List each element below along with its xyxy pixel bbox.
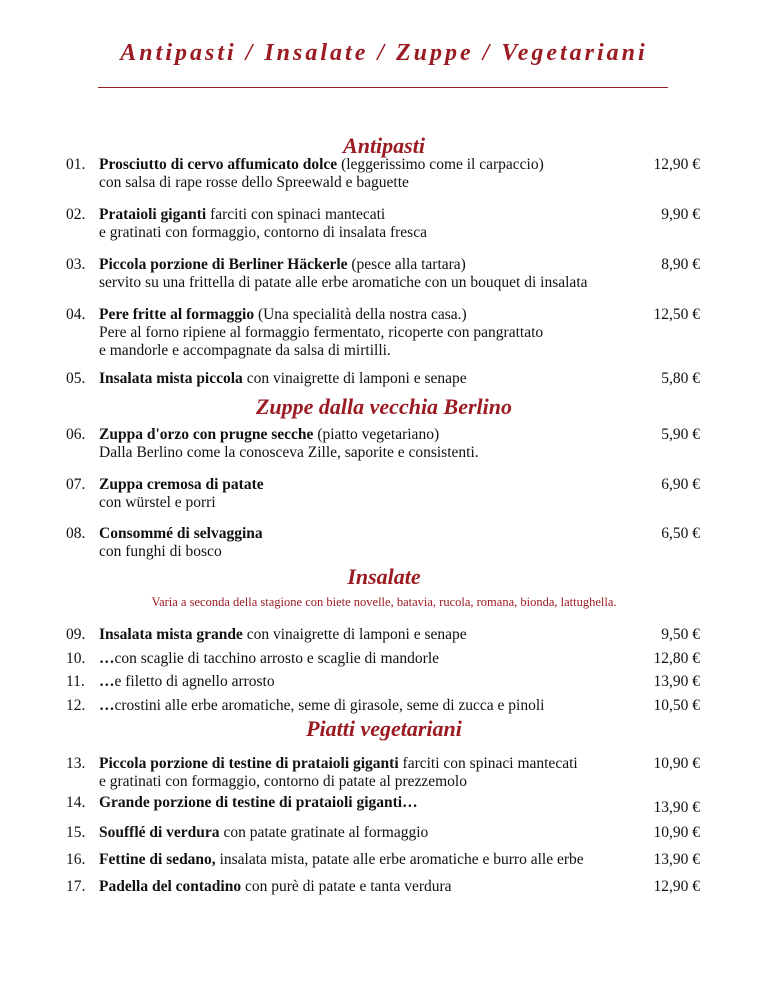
item-number: 05.: [66, 370, 86, 387]
item-number: 11.: [66, 673, 85, 690]
item-name: Zuppa d'orzo con prugne secche: [99, 426, 314, 443]
item-subline: e gratinati con formaggio, contorno di patate al prezzemolo: [99, 773, 467, 790]
item-description: [99, 156, 624, 192]
item-description: [99, 673, 624, 691]
item-price: 12,50 €: [653, 306, 700, 323]
item-name: Insalata mista piccola: [99, 370, 243, 387]
item-number: 16.: [66, 851, 86, 868]
item-subline: Pere al forno ripiene al formaggio fermentato, ricoperte con pangrattato: [99, 324, 544, 341]
item-number: 08.: [66, 525, 86, 542]
item-name: Consommé di selvaggina: [99, 525, 263, 542]
item-detail: farciti con spinaci mantecati: [398, 755, 578, 772]
item-description: [99, 525, 624, 561]
item-detail: (leggerissimo come il carpaccio): [337, 156, 544, 173]
item-name: Padella del contadino: [99, 878, 242, 895]
item-price: 10,90 €: [653, 824, 700, 841]
item-price: 8,90 €: [661, 256, 700, 273]
item-detail: e filetto di agnello arrosto: [114, 673, 275, 690]
item-name: Grande porzione di testine di prataioli giganti…: [99, 794, 418, 811]
item-detail: insalata mista, patate alle erbe aromatiche e burro alle erbe: [215, 851, 584, 868]
item-detail: (piatto vegetariano): [313, 426, 440, 443]
item-price: 10,50 €: [653, 697, 700, 714]
item-description: [99, 256, 624, 292]
item-description: [99, 824, 624, 842]
section-title-vegetariani: Piatti vegetariani: [306, 716, 462, 741]
section-title-zuppe: Zuppe dalla vecchia Berlino: [255, 394, 513, 419]
item-name: …: [99, 673, 115, 690]
item-subline: e mandorle e accompagnate da salsa di mirtilli.: [99, 342, 391, 359]
item-price: 5,80 €: [661, 370, 700, 387]
item-number: 09.: [66, 626, 86, 643]
item-description: [99, 851, 624, 869]
item-description: [99, 697, 624, 715]
item-price: 5,90 €: [661, 426, 700, 443]
item-detail: con vinaigrette di lamponi e senape: [242, 370, 467, 387]
item-detail: con vinaigrette di lamponi e senape: [242, 626, 467, 643]
item-price: 13,90 €: [653, 851, 700, 868]
item-subline: con funghi di bosco: [99, 543, 222, 560]
item-name: …: [99, 650, 115, 667]
item-description: [99, 878, 624, 896]
item-subline: con würstel e porri: [99, 494, 216, 511]
item-number: 17.: [66, 878, 86, 895]
item-price: 12,80 €: [653, 650, 700, 667]
item-name: Pere fritte al formaggio: [99, 306, 255, 323]
item-price: 9,50 €: [661, 626, 700, 643]
item-description: [99, 476, 624, 512]
item-description: [99, 755, 624, 791]
item-number: 12.: [66, 697, 86, 714]
item-detail: farciti con spinaci mantecati: [206, 206, 386, 223]
item-number: 07.: [66, 476, 86, 493]
item-number: 15.: [66, 824, 86, 841]
section-title-antipasti: Antipasti: [343, 133, 425, 158]
item-number: 02.: [66, 206, 86, 223]
item-name: Insalata mista grande: [99, 626, 243, 643]
item-number: 04.: [66, 306, 86, 323]
item-price: 13,90 €: [653, 799, 700, 816]
page-title: Antipasti / Insalate / Zuppe / Vegetariani: [120, 40, 648, 66]
item-number: 13.: [66, 755, 86, 772]
item-price: 9,90 €: [661, 206, 700, 223]
item-detail: con scaglie di tacchino arrosto e scaglie di mandorle: [114, 650, 440, 667]
item-number: 14.: [66, 794, 86, 811]
item-detail: con purè di patate e tanta verdura: [241, 878, 452, 895]
item-number: 10.: [66, 650, 86, 667]
item-subline: con salsa di rape rosse dello Spreewald e baguette: [99, 174, 409, 191]
item-detail: (pesce alla tartara): [347, 256, 466, 273]
item-name: …: [99, 697, 115, 714]
item-detail: (Una specialità della nostra casa.): [254, 306, 467, 323]
item-description: [99, 306, 624, 360]
item-price: 12,90 €: [653, 878, 700, 895]
item-name: Prosciutto di cervo affumicato dolce: [99, 156, 338, 173]
item-subline: Dalla Berlino come la conosceva Zille, saporite e consistenti.: [99, 444, 479, 461]
item-description: [99, 426, 624, 462]
item-subline: e gratinati con formaggio, contorno di insalata fresca: [99, 224, 427, 241]
item-name: Fettine di sedano,: [99, 851, 216, 868]
item-name: Piccola porzione di testine di prataioli giganti: [99, 755, 399, 772]
item-number: 01.: [66, 156, 86, 173]
item-number: 06.: [66, 426, 86, 443]
item-detail: crostini alle erbe aromatiche, seme di girasole, seme di zucca e pinoli: [114, 697, 545, 714]
section-title-insalate: Insalate: [347, 564, 421, 589]
title-divider: [98, 87, 668, 88]
item-description: [99, 206, 624, 242]
item-name: Soufflé di verdura: [99, 824, 220, 841]
item-description: [99, 650, 624, 668]
item-price: 13,90 €: [653, 673, 700, 690]
insalate-season-note: Varia a seconda della stagione con biete novelle, batavia, rucola, romana, bionda, lattughella.: [151, 595, 617, 609]
item-subline: servito su una frittella di patate alle erbe aromatiche con un bouquet di insalata: [99, 274, 588, 291]
item-description: [99, 626, 624, 644]
item-price: 6,50 €: [661, 525, 700, 542]
item-number: 03.: [66, 256, 86, 273]
item-name: Piccola porzione di Berliner Häckerle: [99, 256, 348, 273]
item-description: [99, 794, 624, 812]
item-name: Zuppa cremosa di patate: [99, 476, 264, 493]
item-description: [99, 370, 624, 388]
item-price: 10,90 €: [653, 755, 700, 772]
item-price: 6,90 €: [661, 476, 700, 493]
item-detail: con patate gratinate al formaggio: [219, 824, 429, 841]
item-name: Prataioli giganti: [99, 206, 207, 223]
item-price: 12,90 €: [653, 156, 700, 173]
